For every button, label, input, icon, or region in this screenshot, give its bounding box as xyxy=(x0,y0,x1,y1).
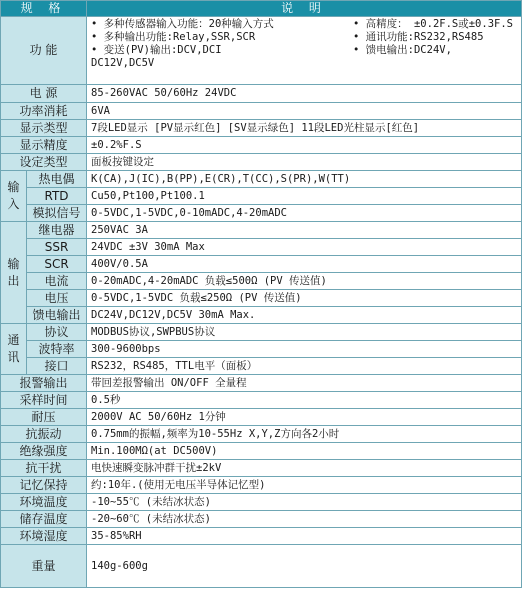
spec-value: 400V/0.5A xyxy=(87,256,522,273)
spec-value: 250VAC 3A xyxy=(87,222,522,239)
spec-row-display-accuracy xyxy=(1,137,522,154)
spec-label: 电 源 xyxy=(1,85,87,103)
comm-row-interface xyxy=(1,358,522,375)
output-row-relay xyxy=(1,222,522,239)
spec-value: 85-260VAC 50/60Hz 24VDC xyxy=(87,85,522,103)
spec-label: 环境湿度 xyxy=(1,528,87,545)
function-line xyxy=(91,57,521,70)
header-spec: 规 格 xyxy=(1,1,87,17)
spec-label: SCR xyxy=(27,256,87,273)
spec-value: RS232，RS485，TTL电平（面板） xyxy=(87,358,522,375)
spec-value: 0.75mm的振幅,频率为10-55Hz X,Y,Z方向各2小时 xyxy=(87,426,522,443)
spec-label: SSR xyxy=(27,239,87,256)
spec-label: 功率消耗 xyxy=(1,103,87,120)
spec-row-display-type xyxy=(1,120,522,137)
comm-group-label xyxy=(1,324,27,375)
spec-value: 300-9600bps xyxy=(87,341,522,358)
spec-value: Min.100MΩ(at DC500V) xyxy=(87,443,522,460)
spec-label: 抗干扰 xyxy=(1,460,87,477)
spec-value: K(CA),J(IC),B(PP),E(CR),T(CC),S(PR),W(TT) xyxy=(87,171,522,188)
function-line xyxy=(91,18,521,31)
spec-row-vibration xyxy=(1,426,522,443)
function-item: • 高精度： ±0.2F.S或±0.3F.S xyxy=(353,18,513,30)
input-row-rtd xyxy=(1,188,522,205)
spec-row-setting-type xyxy=(1,154,522,171)
input-row-analog xyxy=(1,205,522,222)
spec-value: 140g-600g xyxy=(87,545,522,588)
function-item: DC12V,DC5V xyxy=(91,57,155,69)
spec-value: 2000V AC 50/60Hz 1分钟 xyxy=(87,409,522,426)
group-char: 输 xyxy=(7,256,20,271)
spec-value: 0-5VDC,1-5VDC 负载≤250Ω (PV 传送值) xyxy=(87,290,522,307)
group-char: 输 xyxy=(7,180,20,194)
spec-label: 协议 xyxy=(27,324,87,341)
spec-value: 7段LED显示 [PV显示红色] [SV显示绿色] 11段LED光柱显示[红色] xyxy=(87,120,522,137)
spec-label: 电流 xyxy=(27,273,87,290)
spec-label: 波特率 xyxy=(27,341,87,358)
spec-label: 热电偶 xyxy=(27,171,87,188)
function-line xyxy=(91,44,521,57)
spec-label: 显示精度 xyxy=(1,137,87,154)
spec-row-storage-temp xyxy=(1,511,522,528)
spec-label: 环境温度 xyxy=(1,494,87,511)
spec-row-power xyxy=(1,85,522,103)
spec-value: 0-20mADC,4-20mADC 负载≤500Ω (PV 传送值) xyxy=(87,273,522,290)
spec-row-withstand xyxy=(1,409,522,426)
spec-label: 显示类型 xyxy=(1,120,87,137)
comm-row-protocol xyxy=(1,324,522,341)
spec-label: 电压 xyxy=(27,290,87,307)
spec-value: 0-5VDC,1-5VDC,0-10mADC,4-20mADC xyxy=(87,205,522,222)
function-item: • 变送(PV)输出:DCV,DCI xyxy=(91,44,222,56)
group-char: 通 xyxy=(7,333,20,347)
header-description: 说 明 xyxy=(87,1,522,17)
output-group-label xyxy=(1,222,27,324)
header-row xyxy=(1,1,522,17)
spec-label: 采样时间 xyxy=(1,392,87,409)
spec-value: 0.5秒 xyxy=(87,392,522,409)
spec-label: 报警输出 xyxy=(1,375,87,392)
spec-label: 耐压 xyxy=(1,409,87,426)
spec-label: 储存温度 xyxy=(1,511,87,528)
spec-label: 模拟信号 xyxy=(27,205,87,222)
output-row-scr xyxy=(1,256,522,273)
spec-value: 约:10年.(使用无电压半导体记忆型) xyxy=(87,477,522,494)
comm-row-baud xyxy=(1,341,522,358)
function-label: 功 能 xyxy=(1,17,87,85)
spec-value: -10~55℃ (未结冰状态) xyxy=(87,494,522,511)
spec-value: DC24V,DC12V,DC5V 30mA Max. xyxy=(87,307,522,324)
input-row-thermocouple xyxy=(1,171,522,188)
input-group-label xyxy=(1,171,27,222)
spec-value: 24VDC ±3V 30mA Max xyxy=(87,239,522,256)
spec-row-alarm xyxy=(1,375,522,392)
output-row-ssr xyxy=(1,239,522,256)
spec-row-humidity xyxy=(1,528,522,545)
output-row-current xyxy=(1,273,522,290)
spec-label: 馈电输出 xyxy=(27,307,87,324)
spec-value: 电快速瞬变脉冲群干扰±2kV xyxy=(87,460,522,477)
output-row-feed xyxy=(1,307,522,324)
spec-row-memory xyxy=(1,477,522,494)
function-item: • 馈电输出:DC24V, xyxy=(353,44,452,56)
spec-value: 6VA xyxy=(87,103,522,120)
spec-value: 面板按键设定 xyxy=(87,154,522,171)
spec-value: MODBUS协议,SWPBUS协议 xyxy=(87,324,522,341)
function-desc xyxy=(87,17,522,85)
spec-label: 设定类型 xyxy=(1,154,87,171)
group-char: 讯 xyxy=(7,350,20,364)
spec-row-ambient-temp xyxy=(1,494,522,511)
spec-label: 接口 xyxy=(27,358,87,375)
spec-label: 继电器 xyxy=(27,222,87,239)
spec-row-weight xyxy=(1,545,522,588)
spec-row-consumption xyxy=(1,103,522,120)
function-item xyxy=(353,57,521,70)
spec-label: RTD xyxy=(27,188,87,205)
spec-value: 带回差报警输出 ON/OFF 全量程 xyxy=(87,375,522,392)
spec-row-interference xyxy=(1,460,522,477)
spec-label: 记忆保持 xyxy=(1,477,87,494)
spec-label: 抗振动 xyxy=(1,426,87,443)
group-char: 入 xyxy=(7,197,20,211)
spec-value: Cu50,Pt100,Pt100.1 xyxy=(87,188,522,205)
function-line xyxy=(91,31,521,44)
spec-label: 绝缘强度 xyxy=(1,443,87,460)
spec-value: ±0.2%F.S xyxy=(87,137,522,154)
function-item: • 多种输出功能:Relay,SSR,SCR xyxy=(91,31,256,43)
output-row-voltage xyxy=(1,290,522,307)
function-item: • 通讯功能:RS232,RS485 xyxy=(353,31,484,43)
spec-label: 重量 xyxy=(1,545,87,588)
group-char: 出 xyxy=(7,273,20,288)
spec-value: 35-85%RH xyxy=(87,528,522,545)
function-row xyxy=(1,17,522,85)
spec-row-sampling xyxy=(1,392,522,409)
spec-value: -20~60℃ (未结冰状态) xyxy=(87,511,522,528)
function-item: • 多种传感器输入功能：20种输入方式 xyxy=(91,18,274,30)
spec-row-insulation xyxy=(1,443,522,460)
